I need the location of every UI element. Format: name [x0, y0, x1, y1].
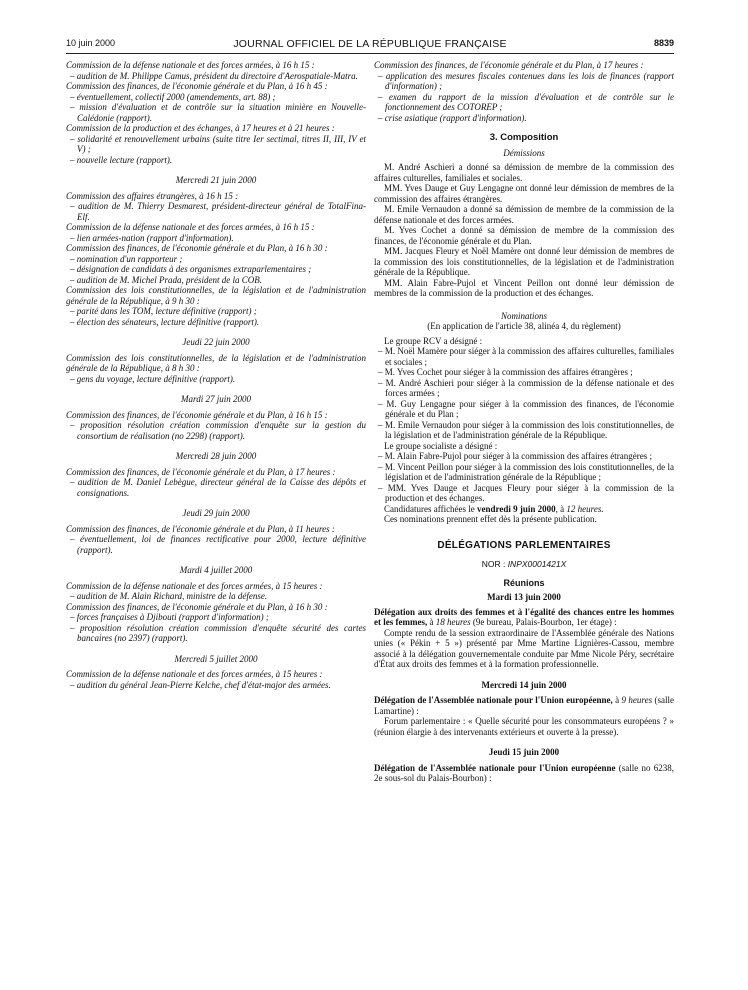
commission-title: Commission des lois constitutionnelles, de la législation et de l'administration générale de la République, à 8 h 30 :: [66, 352, 366, 373]
group-heading: Le groupe socialiste a désigné :: [384, 440, 498, 451]
resignation-paragraph: MM. Jacques Fleury et Noël Mamère ont donné leur démission de membres de la commission des lois constitutionnelles, de la législation et de l'administration générale de la République.: [374, 246, 674, 277]
candidatures-time: 12 heures.: [566, 503, 604, 514]
agenda-item: – audition de M. Daniel Lebègue, directeur général de la Caisse des dépôts et consignations.: [70, 477, 366, 498]
agenda-item: – parité dans les TOM, lecture définitive (rapport) ;: [70, 306, 257, 316]
commission-title: Commission des finances, de l'économie générale et du Plan, à 16 h 15 :: [66, 409, 328, 420]
page-header: [66, 38, 674, 52]
agenda-block: [66, 524, 366, 556]
commission-title: Commission des lois constitutionnelles, de la législation et de l'administration générale de la République, à 9 h 30 :: [66, 285, 366, 306]
header-rule: [66, 53, 674, 54]
agenda-block: [66, 581, 366, 602]
date-heading: Mardi 4 juillet 2000: [179, 565, 253, 575]
delegation-title: [374, 763, 674, 784]
commission-title: Commission de la défense nationale et des forces armées, à 15 heures :: [66, 580, 323, 591]
agenda-block: [374, 60, 674, 123]
agenda-block: [66, 60, 366, 81]
nomination-item: – M. Alain Fabre-Pujol pour siéger à la commission des affaires étrangères ;: [378, 451, 653, 461]
delegation-place: (salle no 6238, 2e sous-sol du Palais-Bourbon) :: [374, 762, 674, 783]
commission-title: Commission de la production et des échanges, à 17 heures et à 21 heures :: [66, 123, 335, 133]
agenda-item: – éventuellement, collectif 2000 (amendements, art. 88) ;: [70, 91, 276, 102]
delegation-text: à: [612, 695, 622, 705]
agenda-item: – nomination d'un rapporteur ;: [70, 253, 183, 264]
section-heading: 3. Composition: [489, 132, 559, 143]
date-heading: Mercredi 21 juin 2000: [175, 175, 257, 185]
meeting-description: Forum parlementaire : « Quelle sécurité pour les consommateurs européens ? » (réunion élargie à des intervenants extérieurs et ouverte à la presse).: [374, 716, 674, 737]
agenda-item: – lien armées-nation (rapport d'information).: [70, 232, 234, 243]
left-column: [66, 60, 366, 690]
agenda-block: [66, 285, 366, 327]
agenda-item: – examen du rapport de la mission d'évaluation et de contrôle sur le fonctionnement des COTOREP ;: [378, 91, 674, 112]
commission-title: Commission des finances, de l'économie générale et du Plan, à 16 h 30 :: [66, 601, 328, 612]
agenda-block: [66, 467, 366, 499]
nomination-item: – M. Guy Lengagne pour siéger à la commission des finances, de l'économie générale et du Plan ;: [378, 398, 674, 419]
right-column: [374, 60, 674, 784]
delegation-name: Délégation de l'Assemblée nationale pour l'Union européenne,: [374, 695, 613, 705]
delegation-title: [374, 607, 674, 628]
agenda-item: – audition du général Jean-Pierre Kelche, chef d'état-major des armées.: [70, 679, 331, 690]
agenda-block: [66, 669, 366, 690]
delegation-place: (salle Lamartine) :: [374, 695, 674, 716]
agenda-block: [66, 243, 366, 285]
candidatures-text: , à: [555, 503, 567, 514]
commission-title: Commission des finances, de l'économie générale et du Plan, à 16 h 45 :: [66, 81, 328, 91]
delegation-time: 9 heures: [621, 695, 653, 705]
agenda-block: [66, 222, 366, 243]
delegation-place: (9e bureau, Palais-Bourbon, 1er étage) :: [470, 617, 617, 627]
nomination-item: – M. Noël Mamère pour siéger à la commission des affaires culturelles, familiales et sociales ;: [378, 346, 674, 367]
date-heading: Mardi 13 juin 2000: [487, 592, 561, 602]
date-heading: Jeudi 29 juin 2000: [182, 508, 250, 518]
agenda-item: – forces françaises à Djibouti (rapport d'information) ;: [70, 612, 269, 622]
agenda-item: – audition de M. Thierry Desmarest, président-directeur général de TotalFina-Elf.: [70, 201, 366, 222]
agenda-item: – proposition résolution création commission d'enquête sur la gestion du consortium de réalisation (no 2298) (rapport).: [70, 420, 366, 441]
agenda-item: – nouvelle lecture (rapport).: [70, 154, 173, 165]
agenda-item: – crise asiatique (rapport d'information).: [378, 112, 527, 123]
candidatures-note: [374, 504, 674, 515]
commission-title: Commission des finances, de l'économie générale et du Plan, à 17 heures :: [374, 60, 644, 70]
header-date: 10 juin 2000: [66, 38, 116, 48]
nor-code: INPX0001421X: [507, 559, 567, 569]
commission-title: Commission des finances, de l'économie générale et du Plan, à 17 heures :: [66, 466, 336, 477]
date-heading: Jeudi 15 juin 2000: [488, 747, 560, 757]
resignation-paragraph: M. Yves Cochet a donné sa démission de membre de la commission des finances, de l'économie générale et du Plan.: [374, 225, 674, 246]
delegation-title: [374, 695, 674, 716]
agenda-block: [66, 410, 366, 442]
commission-title: Commission des finances, de l'économie générale et du Plan, à 16 h 30 :: [66, 243, 328, 253]
agenda-block: [66, 353, 366, 385]
agenda-item: – éventuellement, loi de finances rectificative pour 2000, lecture définitive (rapport).: [70, 534, 366, 555]
agenda-item: – solidarité et renouvellement urbains (suite titre Ier sectimal, titres II, III, IV et V) ;: [70, 133, 366, 154]
group-heading: Le groupe RCV a désigné :: [384, 335, 483, 346]
agenda-item: – application des mesures fiscales contenues dans les lois de finances (rapport d'information) ;: [378, 70, 674, 91]
agenda-item: – mission d'évaluation et de contrôle sur la situation minière en Nouvelle-Calédonie (rapport).: [70, 102, 366, 123]
nominations-note: (En application de l'article 38, alinéa 4, du règlement): [427, 321, 621, 331]
nor-reference: [374, 559, 674, 570]
resignation-paragraph: MM. Alain Fabre-Pujol et Vincent Peillon ont donné leur démission de membres de la commission de la production et des échanges.: [374, 277, 674, 298]
commission-title: Commission de la défense nationale et des forces armées, à 16 h 15 :: [66, 60, 315, 70]
date-heading: Mercredi 14 juin 2000: [481, 679, 567, 690]
agenda-block: [66, 81, 366, 123]
delegation-text: à: [427, 617, 436, 627]
agenda-block: [66, 602, 366, 644]
nor-label: NOR :: [481, 559, 508, 569]
date-heading: Jeudi 22 juin 2000: [182, 337, 250, 347]
agenda-item: – proposition résolution création commission d'enquête sécurité des cartes bancaires (no 2397) (rapport).: [70, 622, 366, 643]
commission-title: Commission des finances, de l'économie générale et du Plan, à 11 heures :: [66, 523, 335, 534]
date-heading: Mercredi 5 juillet 2000: [174, 653, 258, 664]
commission-title: Commission des affaires étrangères, à 16 h 15 :: [66, 190, 239, 201]
nomination-item: – M. André Aschieri pour siéger à la commission de la défense nationale et des forces armées ;: [378, 377, 674, 398]
subsection-heading: Nominations: [500, 310, 547, 321]
page-number: 8839: [653, 38, 674, 48]
nomination-item: – MM. Yves Dauge et Jacques Fleury pour siéger à la commission de la production et des échanges.: [378, 482, 674, 503]
effect-note: Ces nominations prennent effet dès la présente publication.: [384, 514, 597, 524]
journal-title: JOURNAL OFFICIEL DE LA RÉPUBLIQUE FRANÇAISE: [233, 38, 507, 50]
delegation-time: 18 heures: [435, 617, 471, 627]
agenda-item: – élection des sénateurs, lecture définitive (rapport).: [70, 316, 260, 327]
section-title: DÉLÉGATIONS PARLEMENTAIRES: [437, 539, 611, 551]
date-heading: Mardi 27 juin 2000: [181, 394, 251, 404]
agenda-item: – désignation de candidats à des organismes extraparlementaires ;: [70, 264, 312, 274]
date-heading: Mercredi 28 juin 2000: [175, 451, 257, 461]
subsection-heading: Réunions: [503, 577, 545, 588]
candidatures-text: Candidatures affichées le: [384, 503, 478, 514]
commission-title: Commission de la défense nationale et des forces armées, à 16 h 15 :: [66, 222, 315, 232]
resignation-paragraph: M. André Aschieri a donné sa démission de membre de la commission des affaires culturelles, familiales et sociales.: [374, 162, 674, 183]
nomination-item: – M. Emile Vernaudon pour siéger à la commission des lois constitutionnelles, de la législation et de l'administration générale de la République.: [378, 419, 674, 440]
delegation-name: Délégation aux droits des femmes et à l'égalité des chances entre les hommes et les femmes,: [374, 606, 674, 627]
agenda-item: – gens du voyage, lecture définitive (rapport).: [70, 373, 236, 384]
nomination-item: – M. Yves Cochet pour siéger à la commission des affaires étrangères ;: [378, 367, 633, 377]
subsection-heading: Démissions: [503, 147, 545, 158]
resignation-paragraph: MM. Yves Dauge et Guy Lengagne ont donné leur démission de membres de la commission des affaires étrangères.: [374, 183, 674, 204]
resignation-paragraph: M. Emile Vernaudon a donné sa démission de membre de la commission de la défense nationale et des forces armées.: [374, 204, 674, 225]
nomination-item: – M. Vincent Peillon pour siéger à la commission des lois constitutionnelles, de la législation et de l'administration générale de la République ;: [378, 461, 674, 482]
agenda-block: [66, 191, 366, 223]
agenda-item: – audition de M. Michel Prada, président de la COB.: [70, 274, 262, 285]
meeting-description: Compte rendu de la session extraordinaire de l'Assemblée générale des Nations unies (« Pékin + 5 ») présenté par Mme Martine Lignières-Cassou, membre associé à la délégation gouvernementale conduite par Mme Nicole Péry, secrétaire d'État aux droits des femmes et à la formation professionnelle.: [374, 627, 674, 669]
delegation-name: Délégation de l'Assemblée nationale pour l'Union européenne: [374, 762, 616, 773]
agenda-item: – audition de M. Philippe Camus, président du directoire d'Aerospatiale-Matra.: [70, 70, 358, 81]
agenda-block: [66, 123, 366, 165]
agenda-item: – audition de M. Alain Richard, ministre de la défense.: [70, 591, 268, 601]
candidatures-date: vendredi 9 juin 2000: [477, 503, 556, 514]
commission-title: Commission de la défense nationale et des forces armées, à 15 heures :: [66, 669, 323, 679]
